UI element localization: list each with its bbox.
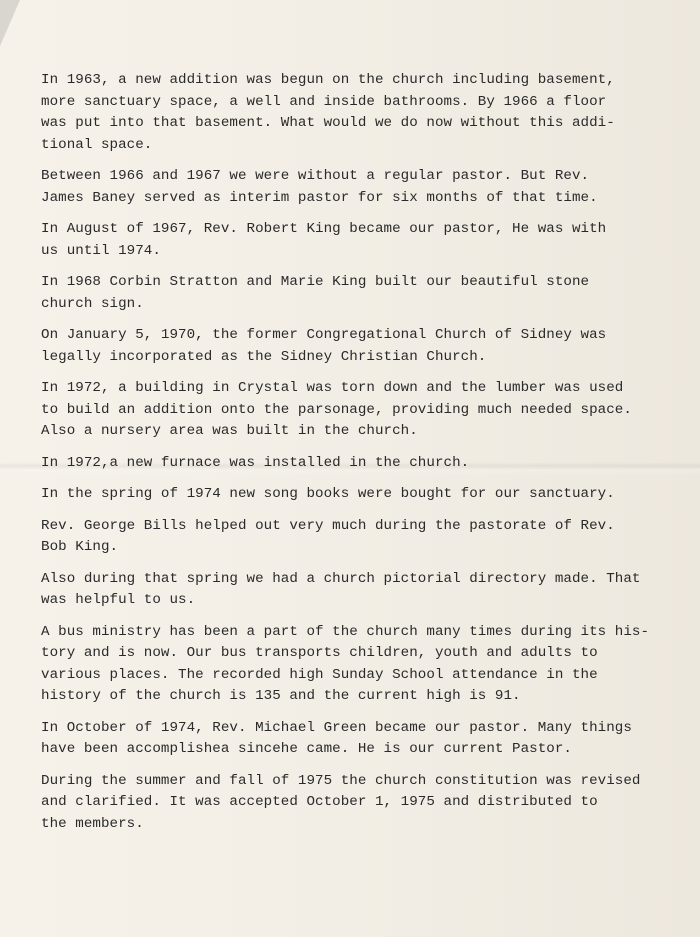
paragraph-song-books: In the spring of 1974 new song books were bought for our sanctuary. [41, 486, 615, 502]
paragraph-interim-pastor: Between 1966 and 1967 we were without a regular pastor. But Rev. James Baney served as interim pastor for six months of that time. [41, 168, 598, 206]
paragraph-bus-ministry: A bus ministry has been a part of the church many times during its his- tory and is now. Our bus transports children, youth and adults to various places. The recorded high Sunday School attendance in the history of the church is 135 and the current high is 91. [41, 623, 650, 704]
paragraph-parsonage-addition: In 1972, a building in Crystal was torn down and the lumber was used to build an addition onto the parsonage, providing much needed space. Also a nursery area was built in the church. [41, 380, 632, 439]
paragraph-new-furnace: In 1972,a new furnace was installed in the church. [41, 454, 470, 471]
paragraph-robert-king: In August of 1967, Rev. Robert King became our pastor, He was with us until 1974. [41, 221, 607, 259]
paragraph-incorporation: On January 5, 1970, the former Congregational Church of Sidney was legally incorporated as the Sidney Christian Church. [41, 327, 607, 365]
paragraph-constitution: During the summer and fall of 1975 the church constitution was revised and clarified. It was accepted October 1, 1975 and distributed to the members. [41, 772, 641, 832]
paragraph-michael-green: In October of 1974, Rev. Michael Green became our pastor. Many things have been accomplishea sincehe came. He is our current Pastor. [41, 719, 632, 757]
folded-corner [0, 0, 20, 46]
paragraph-george-bills: Rev. George Bills helped out very much during the pastorate of Rev. Bob King. [41, 517, 615, 555]
church-history-text [41, 70, 681, 845]
paragraph-1963-addition: In 1963, a new addition was begun on the church including basement, more sanctuary space, a well and inside bathrooms. By 1966 a floor was put into that basement. What would we do now without this addi- tional space. [41, 72, 615, 153]
paragraph-pictorial-directory: Also during that spring we had a church pictorial directory made. That was helpful to us. [41, 570, 641, 608]
paragraph-stone-sign: In 1968 Corbin Stratton and Marie King built our beautiful stone church sign. [41, 274, 590, 312]
